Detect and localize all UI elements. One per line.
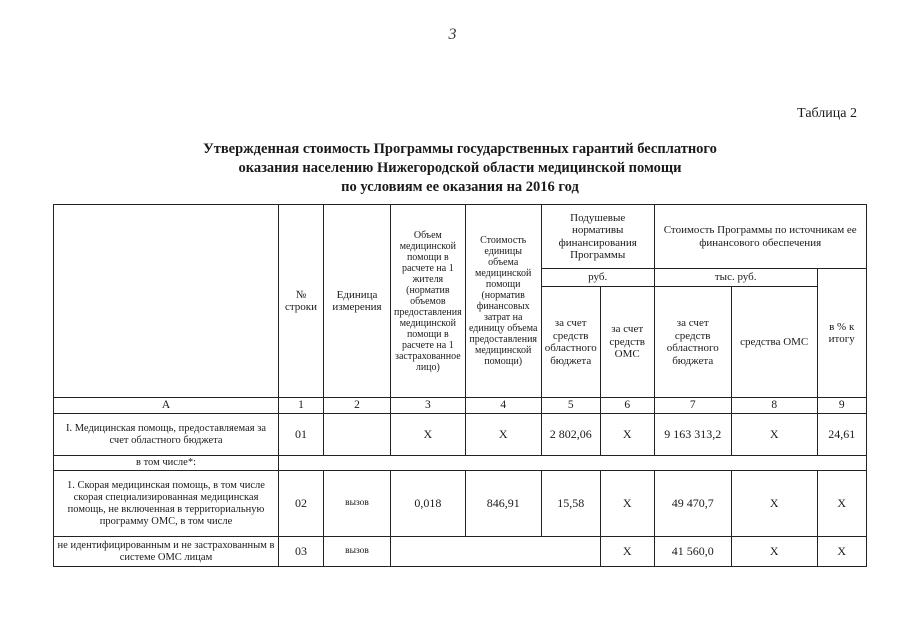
header-oms-2: средства ОМС <box>731 287 817 398</box>
header-by-source: Стоимость Программы по источникам ее финансового обеспечения <box>654 205 866 269</box>
col-num-7: 7 <box>654 398 731 414</box>
row-unit: вызов <box>324 537 391 567</box>
header-unit: Единица измерения <box>324 205 391 398</box>
row-sum-budget: 49 470,7 <box>654 471 731 537</box>
col-num-4: 4 <box>465 398 541 414</box>
row-sum-budget: 41 560,0 <box>654 537 731 567</box>
row-sum-oms: Х <box>731 414 817 456</box>
col-num-a: А <box>54 398 279 414</box>
row-unit <box>324 414 391 456</box>
row-name: в том числе*: <box>54 456 279 471</box>
header-regional-budget-2: за счет средств областного бюджета <box>654 287 731 398</box>
row-empty-span <box>279 456 867 471</box>
col-num-9: 9 <box>817 398 866 414</box>
header-regional-budget: за счет средств областного бюджета <box>541 287 600 398</box>
col-num-8: 8 <box>731 398 817 414</box>
header-name-cell <box>54 205 279 398</box>
title-line-2: оказания населению Нижегородской области медицинской помощи <box>238 160 682 176</box>
row-number: 02 <box>279 471 324 537</box>
row-per-capita-budget: 15,58 <box>541 471 600 537</box>
row-percent: 24,61 <box>817 414 866 456</box>
title-line-1: Утвержденная стоимость Программы государственных гарантий бесплатного <box>203 141 717 157</box>
row-cost-unit: Х <box>465 414 541 456</box>
col-num-1: 1 <box>279 398 324 414</box>
title-line-3: по условиям ее оказания на 2016 год <box>341 179 579 195</box>
table-row <box>54 414 867 456</box>
row-name: не идентифицированным и не застрахованным в системе ОМС лицам <box>54 537 279 567</box>
header-thous-rub: тыс. руб. <box>654 269 817 287</box>
table-label: Таблица 2 <box>797 106 857 121</box>
row-per-capita-oms: Х <box>600 471 654 537</box>
col-num-3: 3 <box>391 398 466 414</box>
row-number: 03 <box>279 537 324 567</box>
row-name: I. Медицинская помощь, предоставляемая за счет областного бюджета <box>54 414 279 456</box>
row-cost-unit: 846,91 <box>465 471 541 537</box>
column-number-row <box>54 398 867 414</box>
row-volume: 0,018 <box>391 471 466 537</box>
row-sum-oms: Х <box>731 471 817 537</box>
row-sum-budget: 9 163 313,2 <box>654 414 731 456</box>
row-per-capita-oms: Х <box>600 414 654 456</box>
row-unit: вызов <box>324 471 391 537</box>
document-title <box>150 140 770 197</box>
row-percent: Х <box>817 471 866 537</box>
page-number: 3 <box>448 26 457 43</box>
header-cost-unit: Стоимость единицы объема медицинской помощи (норматив финансовых затрат на единицу объема предоставления медицинской помощи) <box>465 205 541 398</box>
row-empty-span <box>391 537 601 567</box>
row-percent: Х <box>817 537 866 567</box>
header-percent-total: в % к итогу <box>817 269 866 398</box>
table-row <box>54 456 867 471</box>
header-row-no: № строки <box>279 205 324 398</box>
cost-table <box>53 204 867 567</box>
row-name: 1. Скорая медицинская помощь, в том числе скорая специализированная медицинская помощь, не включенная в территориальную программу ОМС, в том числе <box>54 471 279 537</box>
table-row <box>54 537 867 567</box>
row-volume: Х <box>391 414 466 456</box>
table-row <box>54 471 867 537</box>
col-num-5: 5 <box>541 398 600 414</box>
row-sum-oms: Х <box>731 537 817 567</box>
header-rub: руб. <box>541 269 654 287</box>
row-per-capita-budget: 2 802,06 <box>541 414 600 456</box>
header-volume: Объем медицинской помощи в расчете на 1 жителя (норматив объемов предоставления медицинской помощи в расчете на 1 застрахованное лицо) <box>391 205 466 398</box>
header-oms: за счет средств ОМС <box>600 287 654 398</box>
header-per-capita: Подушевые нормативы финансирования Программы <box>541 205 654 269</box>
col-num-6: 6 <box>600 398 654 414</box>
row-number: 01 <box>279 414 324 456</box>
row-per-capita-oms: Х <box>600 537 654 567</box>
col-num-2: 2 <box>324 398 391 414</box>
